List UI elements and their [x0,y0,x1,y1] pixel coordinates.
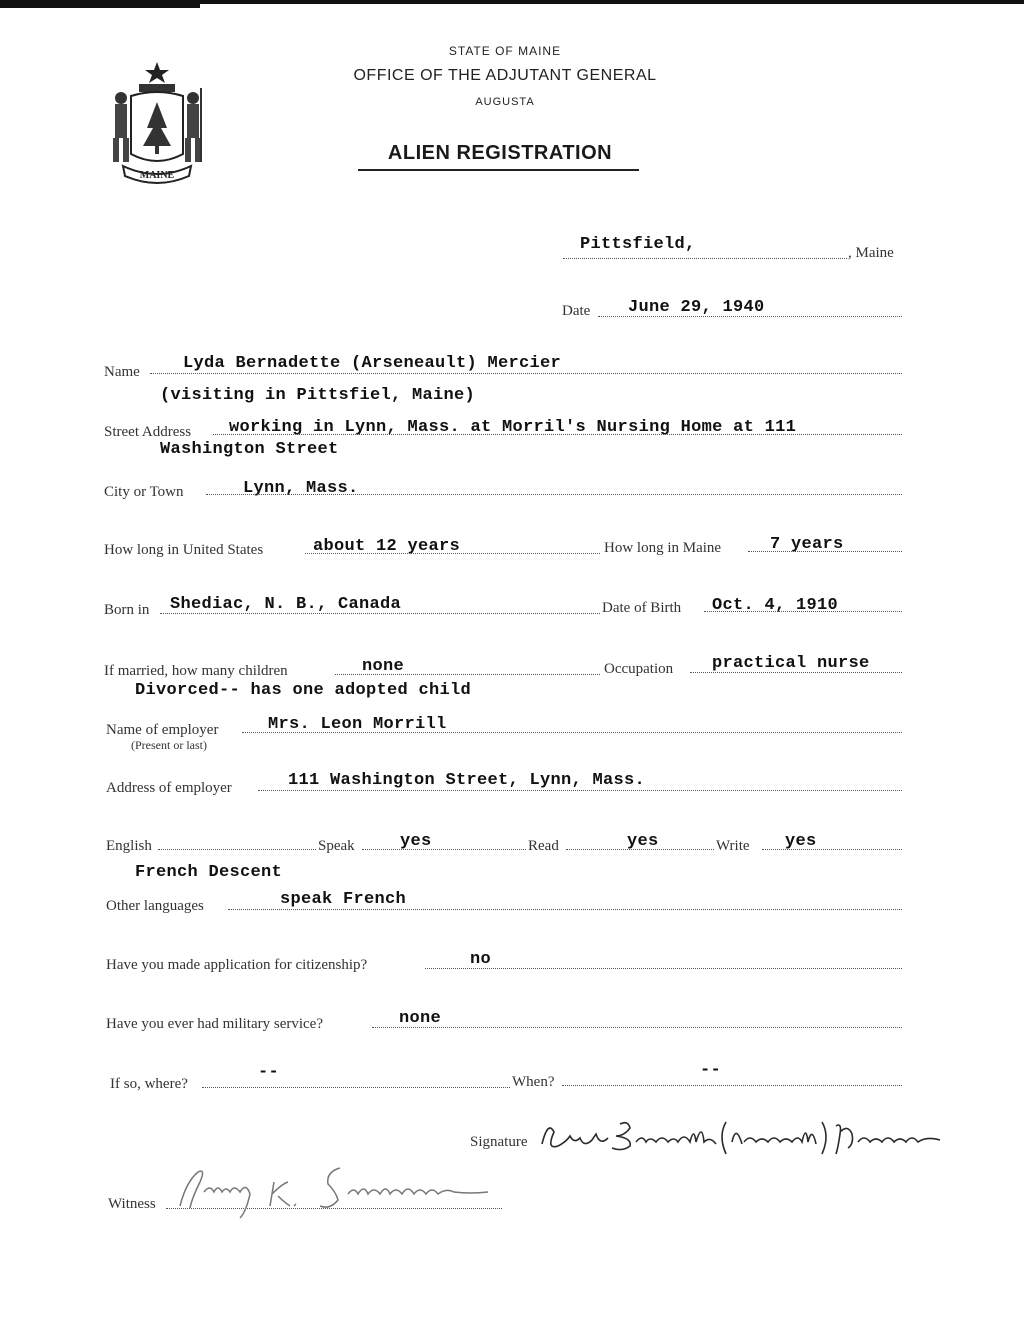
read-label: Read [528,838,559,854]
street-value-cont: Washington Street [160,440,339,459]
town-value: Pittsfield, [580,235,696,254]
name-value: Lyda Bernadette (Arseneault) Mercier [183,354,562,373]
born-line [160,613,600,614]
witness-signature [170,1162,510,1220]
employer-address-label: Address of employer [106,780,232,796]
when-label: When? [512,1074,555,1090]
where-label: If so, where? [110,1076,188,1092]
children-line [335,674,600,675]
english-line [158,849,316,850]
dob-label: Date of Birth [602,600,682,616]
form-title: ALIEN REGISTRATION [387,142,613,164]
citizenship-line [425,968,902,969]
occupation-line [690,672,902,673]
city-value: Lynn, Mass. [243,479,359,498]
other-lang-value: speak French [280,890,407,909]
write-value: yes [785,832,817,851]
speak-label: Speak [318,838,355,854]
other-lang-line [228,909,902,910]
occupation-label: Occupation [604,661,674,677]
children-value: none [362,657,405,676]
born-value: Shediac, N. B., Canada [170,595,402,614]
date-line [598,316,902,317]
dob-value: Oct. 4, 1910 [712,596,839,615]
street-value: working in Lynn, Mass. at Morril's Nursing Home at 111 [229,418,797,437]
military-value: none [399,1009,442,1028]
signature-label: Signature [470,1134,528,1150]
employer-line [242,732,902,733]
where-value: -- [258,1063,280,1082]
maine-label: How long in Maine [604,540,722,556]
citizenship-label: Have you made application for citizenship? [106,957,368,973]
town-line [563,258,847,259]
date-value: June 29, 1940 [628,298,765,317]
town-suffix: , Maine [848,245,894,261]
citizenship-value: no [470,950,492,969]
maine-seal-icon [103,58,211,186]
when-value: -- [700,1061,722,1080]
maine-value: 7 years [770,535,844,554]
children-label: If married, how many children [104,663,288,679]
speak-line [362,849,526,850]
us-label: How long in United States [104,542,264,558]
write-label: Write [716,838,750,854]
employer-label: Name of employer [106,722,219,738]
employer-value: Mrs. Leon Morrill [268,715,447,734]
header-office: OFFICE OF THE ADJUTANT GENERAL [353,67,657,84]
date-label: Date [562,303,591,319]
header-state: STATE OF MAINE [448,44,562,58]
us-value: about 12 years [313,537,461,556]
other-lang-label: Other languages [106,898,204,914]
descent-note: French Descent [135,863,283,882]
dob-line [704,611,902,612]
us-line [305,553,600,554]
military-line [372,1027,902,1028]
name-note: (visiting in Pittsfiel, Maine) [160,386,476,405]
write-line [762,849,902,850]
applicant-signature [536,1114,956,1162]
read-line [566,849,714,850]
maine-line [748,551,902,552]
english-label: English [106,838,152,854]
employer-address-value: 111 Washington Street, Lynn, Mass. [288,771,646,790]
where-line [202,1087,510,1088]
when-line [562,1085,902,1086]
employer-address-line [258,790,902,791]
speak-value: yes [400,832,432,851]
street-label: Street Address [104,424,192,440]
born-label: Born in [104,602,150,618]
city-label: City or Town [104,484,184,500]
scan-top-border-thick [0,0,200,8]
title-underline [358,169,639,171]
seal-text: MAINE [139,170,175,181]
employer-sublabel: (Present or last) [131,738,207,752]
city-line [206,494,902,495]
read-value: yes [627,832,659,851]
occupation-value: practical nurse [712,654,870,673]
military-label: Have you ever had military service? [106,1016,323,1032]
name-line [150,373,902,374]
name-label: Name [104,364,140,380]
marital-note: Divorced-- has one adopted child [135,681,472,700]
witness-label: Witness [108,1196,156,1212]
header-city: AUGUSTA [475,96,535,108]
street-line [213,434,902,435]
